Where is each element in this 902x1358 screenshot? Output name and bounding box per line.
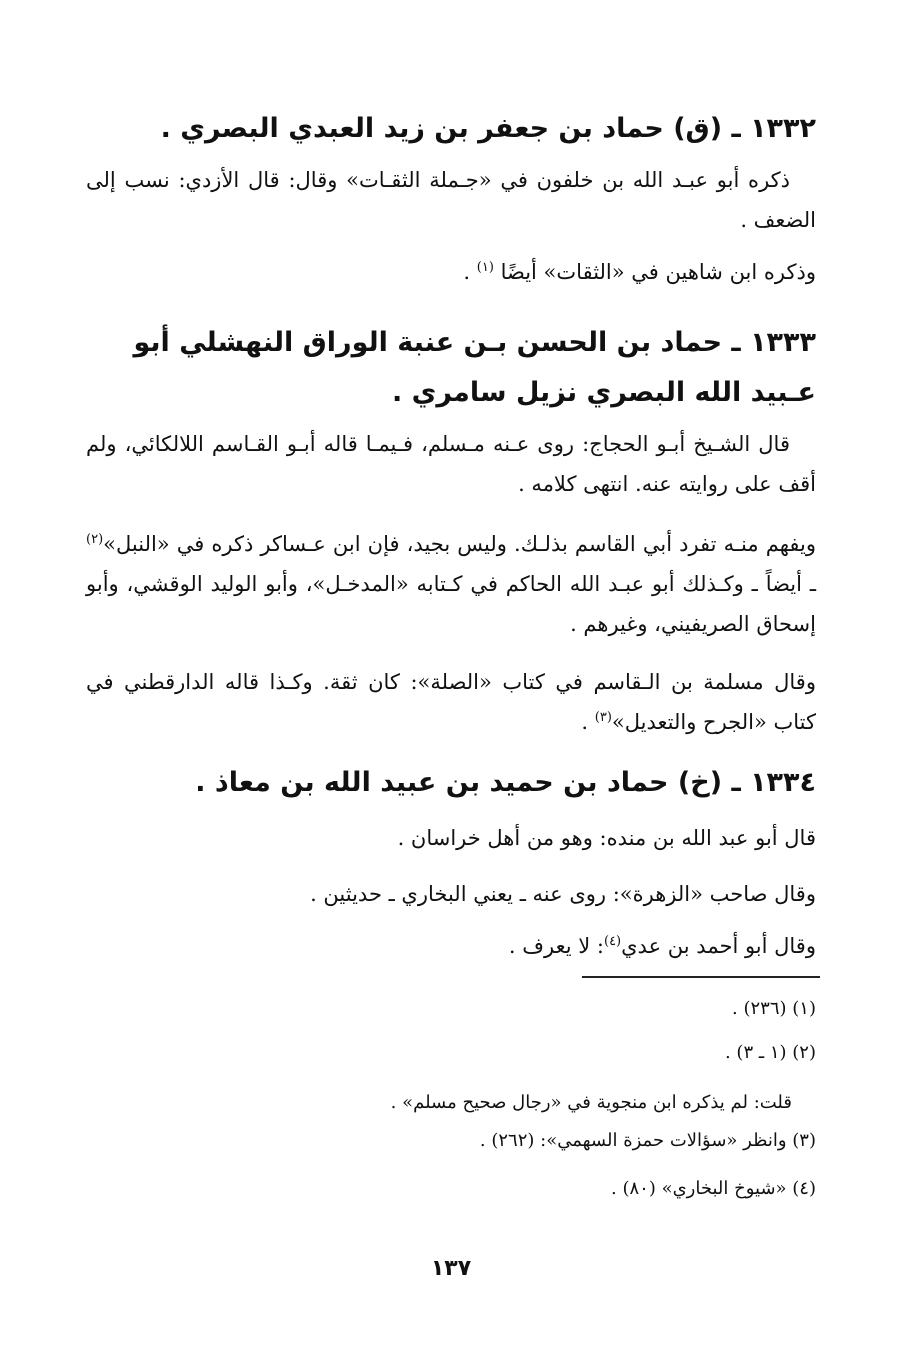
footnote-separator xyxy=(582,976,820,978)
entry-1332-paragraph-2-text: وذكره ابن شاهين في «الثقات» أيضًا xyxy=(500,260,816,284)
footnote-3: (٣) وانظر «سؤالات حمزة السهمي»: (٢٦٢) . xyxy=(479,1130,816,1151)
entry-1333-paragraph-3-text: وقال مسلمة بن الـقاسم في كتاب «الصلة»: كان ثقة. وكـذا قاله الدارقطني في كتاب «الجرح والتعديل» xyxy=(86,670,816,734)
entry-1333-paragraph-1-text: قال الشـيخ أبـو الحجاج: روى عـنه مـسلم، فـيمـا قاله أبـو القـاسم اللالكائي، ولم أقف على روايته عنه. انتهى كلامه . xyxy=(86,432,816,496)
entry-title-1334: ١٣٣٤ ـ (خ) حماد بن حميد بن عبيد الله بن معاذ . xyxy=(195,767,816,798)
entry-1334-paragraph-2 xyxy=(86,874,816,914)
entry-1333-paragraph-3 xyxy=(86,662,816,742)
entry-title-1332: ١٣٣٢ ـ (ق) حماد بن جعفر بن زيد العبدي البصري . xyxy=(160,113,816,144)
entry-1334-paragraph-2-text: وقال صاحب «الزهرة»: روى عنه ـ يعني البخاري ـ حديثين . xyxy=(310,882,816,906)
entry-1332-paragraph-1 xyxy=(86,160,816,240)
footnote-ref-4: (٤) xyxy=(603,934,622,949)
entry-1332-paragraph-2 xyxy=(86,252,816,292)
entry-1334-paragraph-3 xyxy=(86,926,816,966)
footnote-ref-1: (١) xyxy=(476,260,494,275)
entry-1333-paragraph-1 xyxy=(86,424,816,504)
footnote-ref-2: (٢) xyxy=(86,532,104,547)
entry-1332-paragraph-2-end: . xyxy=(463,260,477,284)
entry-1333-paragraph-2-text-b: ـ أيضاً ـ وكـذلك أبو عبـد الله الحاكم في كـتابه «المدخـل»، وأبو الوليد الوقشي، وأبو إسحاق الصريفيني، وغيرهم . xyxy=(86,572,816,636)
entry-1332-paragraph-1-text: ذكره أبو عبـد الله بن خلفون في «جـملة الثقـات» وقال: قال الأزدي: نسب إلى الضعف . xyxy=(86,168,816,232)
entry-1333-paragraph-2-text-a: ويفهم منـه تفرد أبي القاسم بذلـك. وليس بجيد، فإن ابن عـساكر ذكره في «النبل» xyxy=(103,532,816,556)
footnote-2: (٢) (١ ـ ٣) . xyxy=(724,1042,816,1063)
footnote-1: (١) (٢٣٦) . xyxy=(732,998,816,1019)
entry-1334-paragraph-1-text: قال أبو عبد الله بن منده: وهو من أهل خراسان . xyxy=(397,826,816,850)
entry-1333-paragraph-3-end: . xyxy=(581,710,595,734)
entry-1334-paragraph-1 xyxy=(86,818,816,858)
page-number: ١٣٧ xyxy=(430,1256,472,1281)
footnote-2-continued: قلت: لم يذكره ابن منجوية في «رجال صحيح مسلم» . xyxy=(390,1092,792,1113)
entry-1333-paragraph-2 xyxy=(86,524,816,644)
entry-1334-paragraph-3-text-b: : لا يعرف . xyxy=(508,934,604,958)
entry-title-1333: ١٣٣٣ ـ حماد بن الحسن بـن عنبة الوراق النهشلي أبو عـبيد الله البصري نزيل سامري . xyxy=(133,327,816,408)
footnote-4: (٤) «شيوخ البخاري» (٨٠) . xyxy=(611,1178,816,1199)
footnote-ref-3: (٣) xyxy=(594,710,612,725)
entry-1334-paragraph-3-text-a: وقال أبو أحمد بن عدي xyxy=(621,934,816,958)
